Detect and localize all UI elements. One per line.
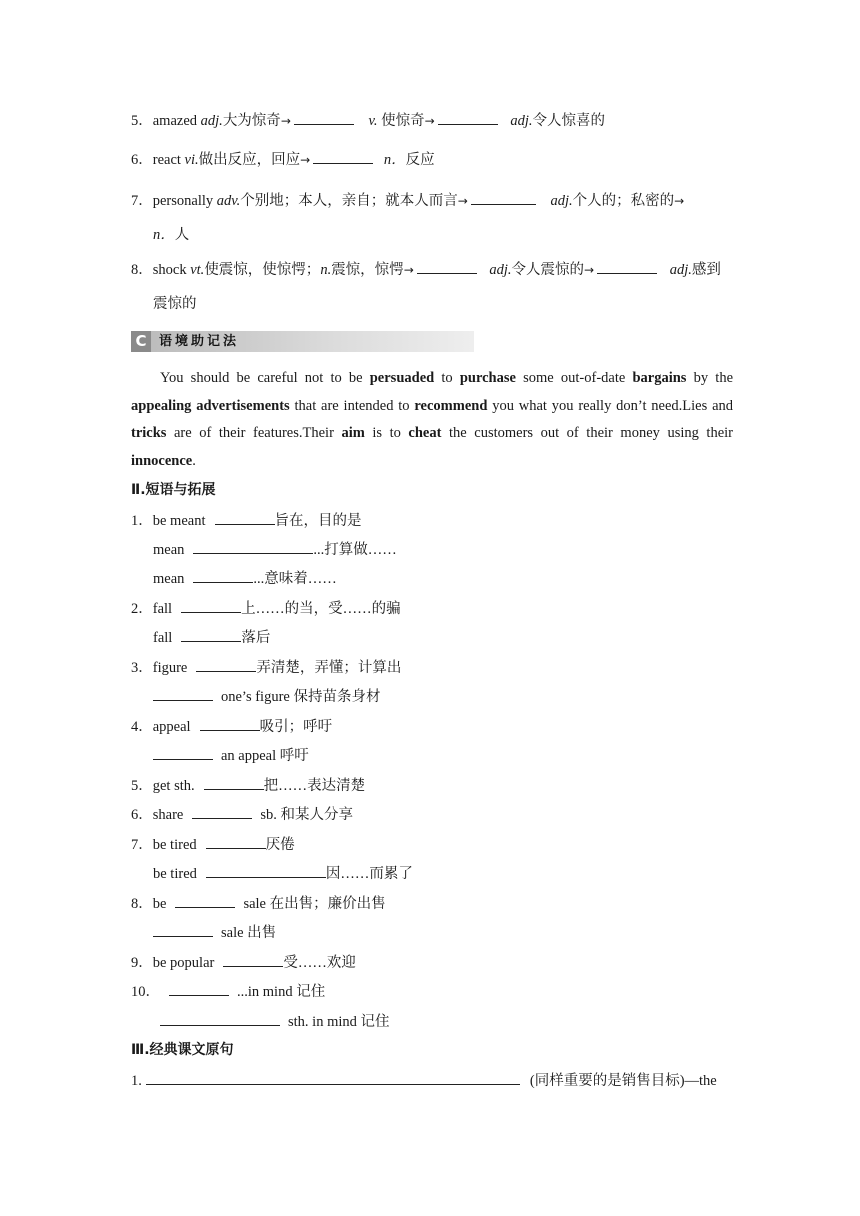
- phrase-item: 10． ...in mind 记住: [131, 981, 325, 1001]
- sentence-item: 1. (同样重要的是销售目标)—the: [131, 1070, 717, 1090]
- phrase-item: sth. in mind 记住: [160, 1011, 390, 1031]
- arrow-icon: →: [457, 194, 468, 208]
- vocab-item-8-cont: 震惊的: [153, 296, 197, 312]
- fill-blank[interactable]: [153, 745, 213, 760]
- phrase-item: 1．be meant 旨在，目的是: [131, 510, 362, 530]
- fill-blank[interactable]: [215, 510, 275, 525]
- vocab-item-7-cont: n．人: [153, 227, 190, 243]
- fill-blank[interactable]: [438, 110, 498, 125]
- section-title: 语境助记法: [159, 334, 240, 349]
- fill-blank[interactable]: [597, 259, 657, 274]
- phrase-item: 4．appeal 吸引；呼吁: [131, 716, 332, 736]
- fill-blank[interactable]: [192, 804, 252, 819]
- phrase-item: mean ...意味着……: [153, 568, 337, 588]
- fill-blank[interactable]: [146, 1070, 520, 1085]
- phrase-item: 9．be popular 受……欢迎: [131, 952, 356, 972]
- fill-blank[interactable]: [206, 863, 326, 878]
- phrase-item: an appeal 呼吁: [153, 745, 309, 765]
- arrow-icon: →: [300, 153, 311, 167]
- fill-blank[interactable]: [196, 657, 256, 672]
- phrase-item: sale 出售: [153, 922, 276, 942]
- context-passage: You should be careful not to be persuaded to purchase some out-of-date bargains by the appealing advertisements that are intended to recommend you what you really don’t need.Lies and tricks are of their features.Their aim is to cheat the customers out of their money using their innocence.: [131, 370, 734, 469]
- fill-blank[interactable]: [169, 981, 229, 996]
- fill-blank[interactable]: [471, 190, 536, 205]
- fill-blank[interactable]: [181, 598, 241, 613]
- fill-blank[interactable]: [206, 834, 266, 849]
- section-c-header: [131, 331, 474, 352]
- section-heading-phrases: Ⅱ.短语与拓展: [131, 482, 216, 498]
- fill-blank[interactable]: [417, 259, 477, 274]
- fill-blank[interactable]: [313, 149, 373, 164]
- arrow-icon: →: [424, 114, 435, 128]
- fill-blank[interactable]: [193, 539, 313, 554]
- fill-blank[interactable]: [223, 952, 283, 967]
- fill-blank[interactable]: [160, 1011, 280, 1026]
- phrase-item: 2．fall 上……的当，受……的骗: [131, 598, 401, 618]
- fill-blank[interactable]: [153, 922, 213, 937]
- vocab-item-8: 8．shock vt.使震惊，使惊愕；n.震惊，惊愕→ adj.令人震惊的→ adj.感到: [131, 259, 721, 279]
- arrow-icon: →: [674, 194, 685, 208]
- phrase-item: one’s figure 保持苗条身材: [153, 686, 380, 706]
- phrase-item: 8．be sale 在出售；廉价出售: [131, 893, 386, 913]
- arrow-icon: →: [584, 263, 595, 277]
- fill-blank[interactable]: [204, 775, 264, 790]
- phrase-item: 5．get sth. 把……表达清楚: [131, 775, 365, 795]
- fill-blank[interactable]: [294, 110, 354, 125]
- fill-blank[interactable]: [193, 568, 253, 583]
- section-letter-badge: C: [131, 331, 151, 352]
- vocab-item-5: 5．amazed adj.大为惊奇→ v. 使惊奇→ adj.令人惊喜的: [131, 110, 605, 130]
- phrase-item: 6．share sb. 和某人分享: [131, 804, 353, 824]
- section-heading-sentences: Ⅲ.经典课文原句: [131, 1042, 234, 1058]
- vocab-item-7: 7．personally adv.个别地；本人，亲自；就本人而言→ adj.个人的；私密的→: [131, 190, 684, 210]
- phrase-item: be tired 因……而累了: [153, 863, 413, 883]
- arrow-icon: →: [403, 263, 414, 277]
- phrase-item: fall 落后: [153, 627, 270, 647]
- fill-blank[interactable]: [200, 716, 260, 731]
- fill-blank[interactable]: [175, 893, 235, 908]
- phrase-item: 7．be tired 厌倦: [131, 834, 295, 854]
- fill-blank[interactable]: [181, 627, 241, 642]
- arrow-icon: →: [280, 114, 291, 128]
- phrase-item: 3．figure 弄清楚，弄懂；计算出: [131, 657, 401, 677]
- phrase-item: mean ...打算做……: [153, 539, 397, 559]
- fill-blank[interactable]: [153, 686, 213, 701]
- vocab-item-6: 6．react vi.做出反应，回应→ n．反应: [131, 149, 435, 169]
